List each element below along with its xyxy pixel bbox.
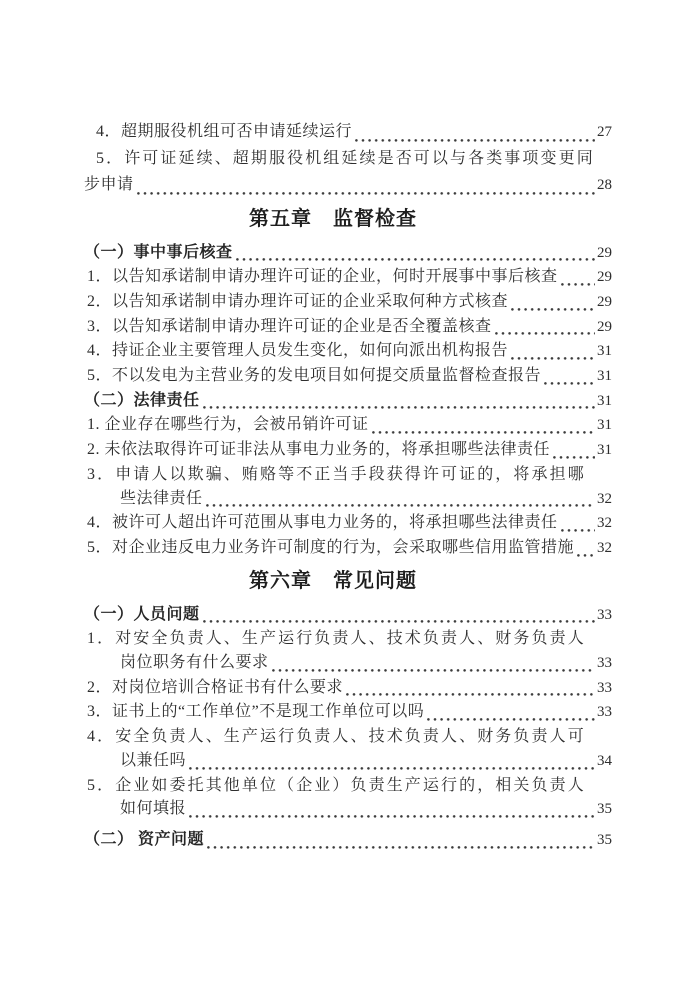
dot-leader bbox=[272, 669, 595, 672]
toc-entry-text: 3．以告知承诺制申请办理许可证的企业是否全覆盖核查 bbox=[87, 317, 492, 335]
toc-page-number: 35 bbox=[597, 831, 612, 848]
toc-page-number: 29 bbox=[597, 244, 612, 261]
dot-leader bbox=[137, 192, 595, 195]
toc-entry bbox=[84, 315, 612, 340]
toc-entry-wrap-line bbox=[84, 774, 612, 798]
toc-page-number: 29 bbox=[597, 293, 612, 310]
toc-page-number: 33 bbox=[597, 606, 612, 623]
toc-section-entry bbox=[84, 241, 612, 266]
table-of-contents bbox=[84, 119, 612, 853]
toc-page-number: 32 bbox=[597, 515, 612, 532]
toc-block bbox=[84, 603, 612, 853]
toc-page-number: 29 bbox=[597, 318, 612, 335]
toc-entry-text: 以兼任吗 bbox=[120, 751, 187, 769]
toc-entry bbox=[84, 413, 612, 438]
dot-leader bbox=[203, 406, 595, 409]
toc-entry bbox=[84, 339, 612, 364]
dot-leader bbox=[511, 308, 595, 311]
toc-section-entry bbox=[84, 828, 612, 853]
dot-leader bbox=[495, 332, 595, 335]
toc-entry bbox=[84, 749, 612, 774]
toc-entry-text: 些法律责任 bbox=[120, 489, 203, 507]
toc-entry bbox=[84, 364, 612, 389]
toc-entry-text: 1. 企业存在哪些行为，会被吊销许可证 bbox=[87, 416, 369, 434]
dot-leader bbox=[236, 258, 595, 261]
toc-section-entry bbox=[84, 603, 612, 628]
toc-entry bbox=[84, 172, 612, 199]
dot-leader bbox=[189, 815, 595, 818]
toc-entry-text: （一）人员问题 bbox=[84, 605, 200, 623]
toc-entry-text: 2. 未依法取得许可证非法从事电力业务的，将承担哪些法律责任 bbox=[87, 441, 551, 459]
toc-page-number: 34 bbox=[597, 752, 612, 769]
chapter-heading: 第六章 常见问题 bbox=[249, 569, 417, 592]
toc-section-entry bbox=[84, 389, 612, 414]
toc-page-number: 31 bbox=[597, 343, 612, 360]
toc-entry bbox=[84, 651, 612, 676]
toc-entry bbox=[84, 676, 612, 701]
toc-page-number: 33 bbox=[597, 655, 612, 672]
toc-page-number: 35 bbox=[597, 801, 612, 818]
toc-entry-wrap-line bbox=[84, 146, 612, 173]
toc-entry-text: 4．安全负责人、生产运行负责人、技术负责人、财务负责人可 bbox=[87, 728, 586, 746]
toc-entry bbox=[84, 438, 612, 463]
dot-leader bbox=[203, 620, 595, 623]
dot-leader bbox=[511, 357, 595, 360]
toc-block bbox=[84, 241, 612, 561]
toc-entry-text: 5．对企业违反电力业务许可制度的行为，会采取哪些信用监管措施 bbox=[87, 538, 575, 556]
dot-leader bbox=[561, 529, 595, 532]
toc-entry-wrap-line bbox=[84, 627, 612, 651]
toc-entry-text: 1．对安全负责人、生产运行负责人、技术负责人、财务负责人 bbox=[87, 630, 586, 648]
toc-page-number: 28 bbox=[597, 177, 612, 193]
toc-page-number: 31 bbox=[597, 442, 612, 459]
toc-entry-text: 3．申请人以欺骗、贿赂等不正当手段获得许可证的，将承担哪 bbox=[87, 465, 586, 483]
dot-leader bbox=[206, 504, 595, 507]
toc-page-number: 31 bbox=[597, 368, 612, 385]
toc-entry-text: 步申请 bbox=[84, 176, 134, 193]
toc-entry-text: 4．被许可人超出许可范围从事电力业务的，将承担哪些法律责任 bbox=[87, 514, 558, 532]
toc-page-number: 32 bbox=[597, 490, 612, 507]
toc-entry-text: 4．超期服役机组可否申请延续运行 bbox=[96, 123, 353, 140]
toc-entry-text: 3．证书上的“工作单位”不是现工作单位可以吗 bbox=[87, 703, 425, 721]
dot-leader bbox=[372, 431, 595, 434]
toc-page-number: 29 bbox=[597, 269, 612, 286]
chapter-heading: 第五章 监督检查 bbox=[249, 207, 417, 230]
toc-entry-text: 5．许可证延续、超期服役机组延续是否可以与各类事项变更同 bbox=[96, 149, 595, 167]
dot-leader bbox=[544, 382, 595, 385]
dot-leader bbox=[553, 456, 595, 459]
toc-entry bbox=[84, 700, 612, 725]
toc-entry-wrap-line bbox=[84, 463, 612, 487]
toc-page-number: 27 bbox=[597, 124, 612, 140]
toc-entry bbox=[84, 536, 612, 561]
toc-entry-text: 岗位职务有什么要求 bbox=[120, 654, 269, 672]
toc-entry bbox=[84, 797, 612, 822]
toc-page-number: 33 bbox=[597, 704, 612, 721]
toc-block bbox=[84, 119, 612, 199]
dot-leader bbox=[355, 139, 595, 142]
dot-leader bbox=[577, 554, 595, 557]
dot-leader bbox=[346, 693, 595, 696]
toc-entry bbox=[84, 487, 612, 512]
dot-leader bbox=[189, 767, 595, 770]
toc-entry bbox=[84, 290, 612, 315]
toc-page-number: 31 bbox=[597, 392, 612, 409]
toc-entry bbox=[84, 265, 612, 290]
toc-entry-text: 2．对岗位培训合格证书有什么要求 bbox=[87, 678, 344, 696]
toc-entry-wrap-line bbox=[84, 725, 612, 749]
toc-entry-text: （一）事中事后核查 bbox=[84, 243, 233, 261]
toc-entry-text: 5．企业如委托其他单位（企业）负责生产运行的，相关负责人 bbox=[87, 776, 586, 794]
toc-page-number: 32 bbox=[597, 539, 612, 556]
toc-entry bbox=[84, 119, 612, 146]
toc-entry bbox=[84, 511, 612, 536]
toc-page-number: 31 bbox=[597, 417, 612, 434]
toc-entry-text: 4．持证企业主要管理人员发生变化，如何向派出机构报告 bbox=[87, 342, 509, 360]
toc-entry-text: 2．以告知承诺制申请办理许可证的企业采取何种方式核查 bbox=[87, 292, 509, 310]
toc-entry-text: （二） 资产问题 bbox=[84, 830, 205, 848]
toc-entry-text: （二）法律责任 bbox=[84, 391, 200, 409]
toc-entry-text: 如何填报 bbox=[120, 800, 187, 818]
dot-leader bbox=[207, 846, 595, 849]
dot-leader bbox=[427, 718, 595, 721]
toc-page-number: 33 bbox=[597, 679, 612, 696]
toc-entry-text: 1．以告知承诺制申请办理许可证的企业，何时开展事中事后核查 bbox=[87, 268, 558, 286]
dot-leader bbox=[561, 283, 595, 286]
toc-entry-text: 5．不以发电为主营业务的发电项目如何提交质量监督检查报告 bbox=[87, 367, 542, 385]
